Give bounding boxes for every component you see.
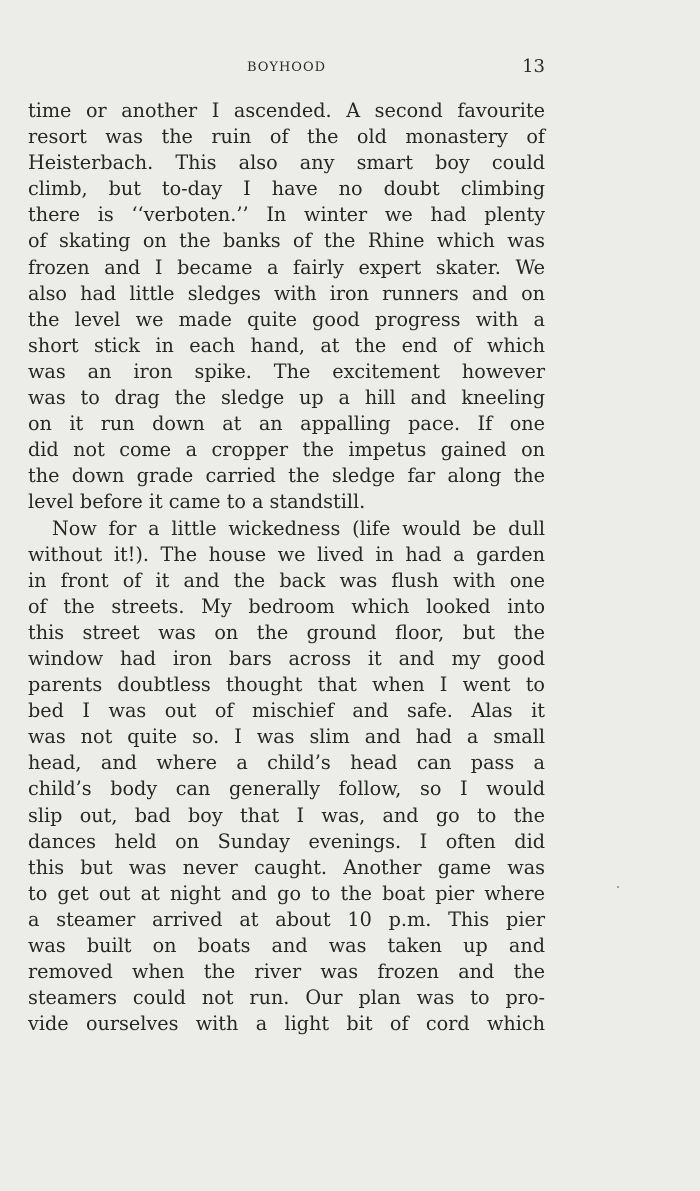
text-line: this street was on the ground floor, but the: [28, 620, 545, 644]
text-line: of skating on the banks of the Rhine which was: [28, 229, 545, 253]
text-line: window had iron bars across it and my good: [28, 646, 545, 670]
text-line: was built on boats and was taken up and: [28, 934, 545, 957]
text-line: time or another I ascended. A second favourite: [28, 99, 545, 122]
text-line: slip out, bad boy that I was, and go to the: [28, 803, 545, 827]
text-line: to get out at night and go to the boat pier where: [28, 881, 545, 905]
text-line: was not quite so. I was slim and had a small: [28, 725, 545, 749]
text-line: was an iron spike. The excitement however: [28, 359, 545, 383]
text-line: Heisterbach. This also any smart boy could: [28, 151, 545, 175]
chapter-title: BOYHOOD: [246, 60, 327, 75]
text-line: dances held on Sunday evenings. I often did: [28, 829, 545, 853]
text-line: parents doubtless thought that when I went to: [28, 673, 545, 697]
text-line: the down grade carried the sledge far along the: [28, 464, 545, 488]
text-line: on it run down at an appalling pace. If one: [28, 412, 545, 436]
text-line: level before it came to a standstill.: [28, 490, 366, 514]
text-line: climb, but to-day I have no doubt climbing: [28, 177, 545, 201]
text-line: bed I was out of mischief and safe. Alas it: [28, 699, 545, 723]
body-text: [28, 98, 545, 1037]
text-line: also had little sledges with iron runners and on: [28, 281, 545, 305]
text-line: there is ‘‘verboten.’’ In winter we had plenty: [28, 203, 545, 227]
paragraph-1: [28, 98, 545, 516]
text-line: short stick in each hand, at the end of which: [28, 333, 545, 357]
text-line: the level we made quite good progress with a: [28, 307, 545, 331]
text-line: this but was never caught. Another game was: [28, 855, 545, 879]
text-line: Now for a little wickedness (life would be dull: [52, 516, 545, 540]
paper-speck: [617, 886, 619, 888]
running-head: [28, 56, 545, 80]
paragraph-2: [28, 516, 545, 1038]
text-line: vide ourselves with a light bit of cord which: [28, 1012, 545, 1036]
text-line: resort was the ruin of the old monastery of: [28, 125, 545, 149]
text-line: of the streets. My bedroom which looked into: [28, 594, 545, 618]
page-number: 13: [522, 56, 545, 77]
text-line: did not come a cropper the impetus gained on: [28, 438, 545, 462]
text-line: head, and where a child’s head can pass a: [28, 751, 545, 775]
text-line: in front of it and the back was flush with one: [28, 568, 545, 592]
text-line: without it!). The house we lived in had a garden: [28, 542, 545, 566]
text-line: a steamer arrived at about 10 p.m. This pier: [28, 907, 545, 931]
text-line: removed when the river was frozen and the: [28, 960, 545, 984]
text-line: frozen and I became a fairly expert skater. We: [28, 255, 545, 279]
text-line: steamers could not run. Our plan was to pro-: [28, 986, 545, 1010]
text-line: was to drag the sledge up a hill and kneeling: [28, 386, 545, 410]
text-line: child’s body can generally follow, so I would: [28, 777, 545, 801]
